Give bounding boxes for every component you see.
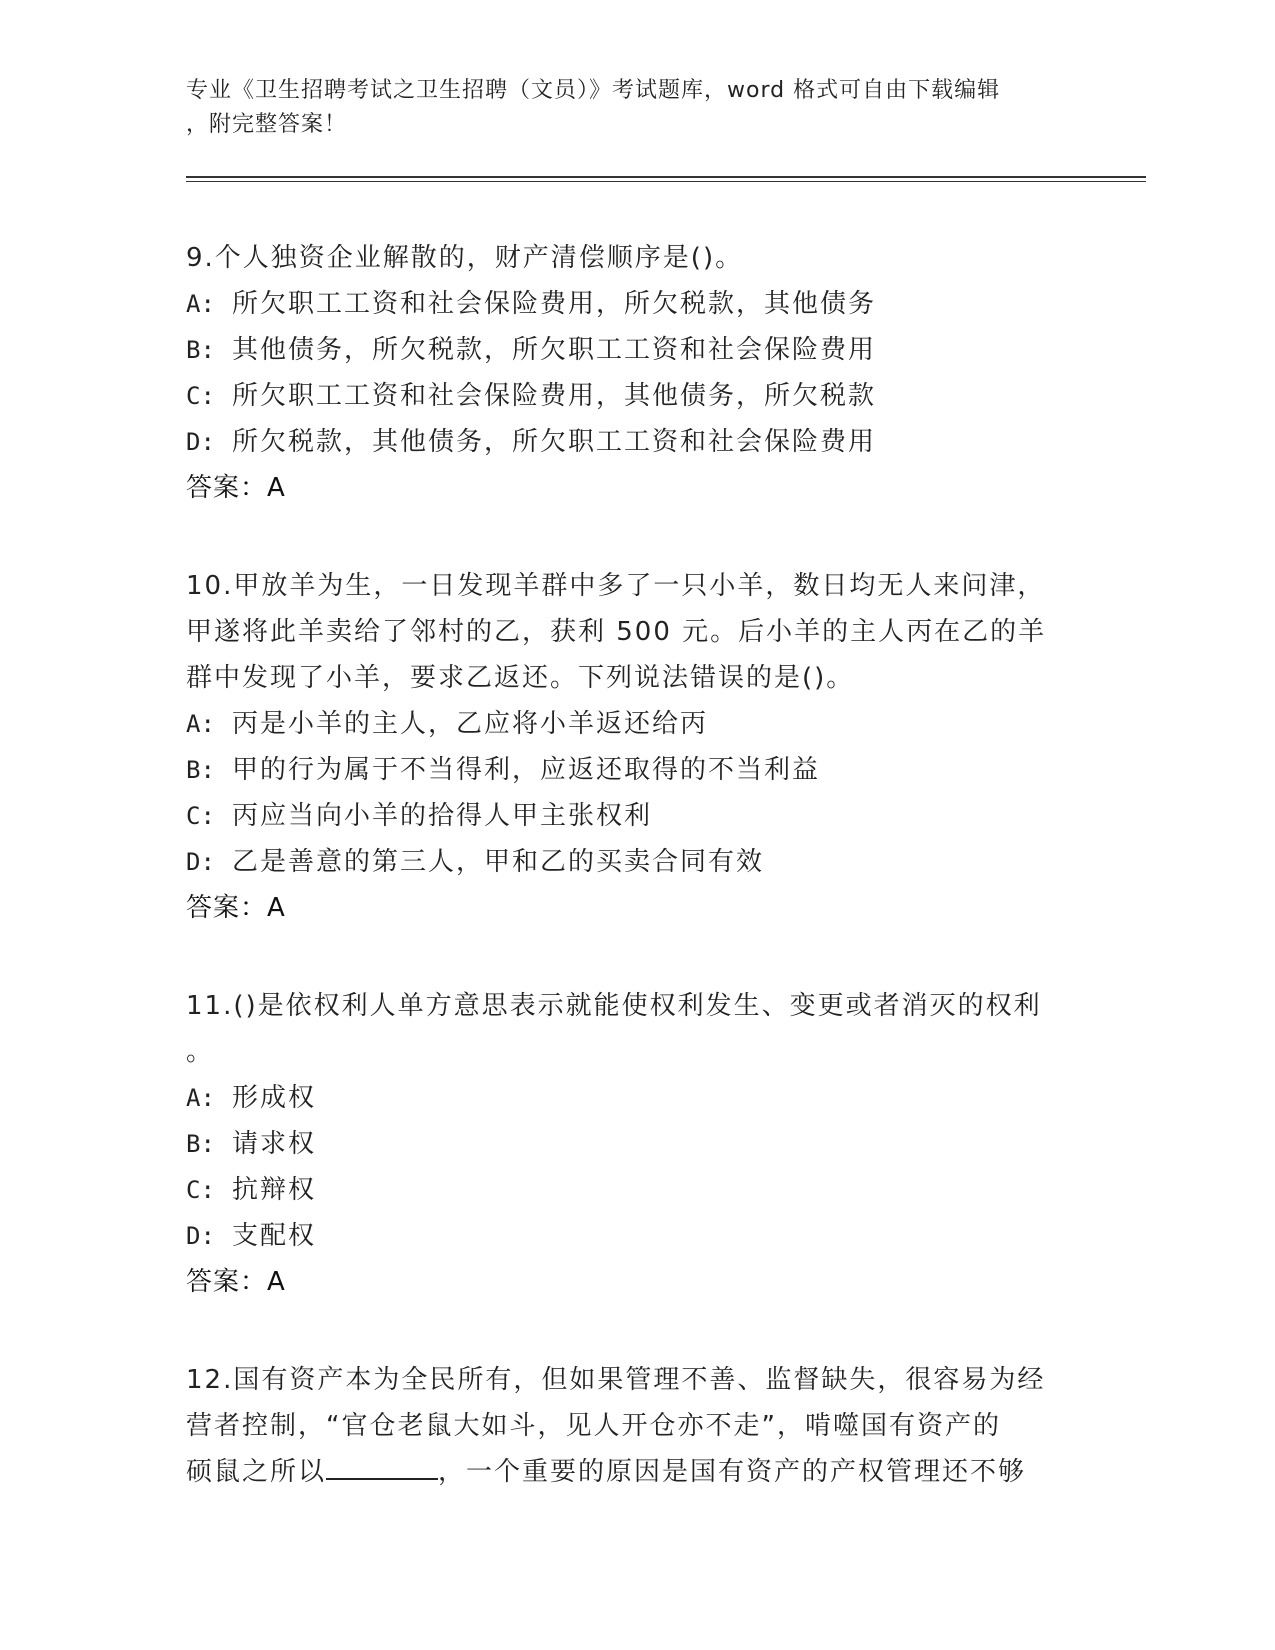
option-a bbox=[186, 1075, 1086, 1121]
option-key: A: bbox=[186, 290, 215, 318]
question-10 bbox=[186, 563, 1086, 931]
header-divider-thick bbox=[186, 176, 1146, 178]
option-b bbox=[186, 327, 1086, 373]
option-key: C: bbox=[186, 382, 215, 410]
option-text: 请求权 bbox=[232, 1129, 317, 1159]
question-text-line-2: 。 bbox=[186, 1037, 215, 1067]
option-a bbox=[186, 701, 1086, 747]
question-text-line-1: 12.国有资产本为全民所有，但如果管理不善、监督缺失，很容易为经 bbox=[186, 1365, 1046, 1395]
option-key: D: bbox=[186, 1222, 215, 1250]
option-text: 丙应当向小羊的拾得人甲主张权利 bbox=[232, 801, 653, 831]
question-text-line-1: 11.()是依权利人单方意思表示就能使权利发生、变更或者消灭的权利 bbox=[186, 991, 1042, 1021]
option-key: C: bbox=[186, 1176, 215, 1204]
header-line-2: ，附完整答案！ bbox=[186, 112, 348, 137]
option-text: 所欠税款，其他债务，所欠职工工资和社会保险费用 bbox=[232, 427, 877, 457]
question-text-line-2: 甲遂将此羊卖给了邻村的乙，获利 500 元。后小羊的主人丙在乙的羊 bbox=[186, 617, 1047, 647]
question-list bbox=[186, 235, 1086, 1495]
option-a bbox=[186, 281, 1086, 327]
option-c bbox=[186, 1167, 1086, 1213]
option-key: B: bbox=[186, 1130, 215, 1158]
question-text: 9.个人独资企业解散的，财产清偿顺序是()。 bbox=[186, 243, 744, 273]
option-text: 丙是小羊的主人，乙应将小羊返还给丙 bbox=[232, 709, 709, 739]
fill-in-blank bbox=[326, 1452, 438, 1480]
option-b bbox=[186, 1121, 1086, 1167]
option-text: 支配权 bbox=[232, 1221, 317, 1251]
option-d bbox=[186, 1213, 1086, 1259]
question-9 bbox=[186, 235, 1086, 511]
option-key: B: bbox=[186, 336, 215, 364]
text-after-blank: ，一个重要的原因是国有资产的产权管理还不够 bbox=[438, 1457, 1027, 1487]
text-before-blank: 硕鼠之所以 bbox=[186, 1457, 327, 1487]
option-c bbox=[186, 373, 1086, 419]
option-d bbox=[186, 839, 1086, 885]
question-text-line-3 bbox=[186, 1449, 1086, 1495]
document-header bbox=[186, 74, 1086, 142]
option-text: 甲的行为属于不当得利，应返还取得的不当利益 bbox=[232, 755, 821, 785]
option-key: C: bbox=[186, 802, 215, 830]
question-text-line-3: 群中发现了小羊，要求乙返还。下列说法错误的是()。 bbox=[186, 663, 855, 693]
question-text-line-2: 营者控制，“官仓老鼠大如斗，见人开仓亦不走”，啃噬国有资产的 bbox=[186, 1411, 1001, 1441]
option-d bbox=[186, 419, 1086, 465]
header-divider-thin bbox=[186, 181, 1146, 182]
option-text: 所欠职工工资和社会保险费用，其他债务，所欠税款 bbox=[232, 381, 877, 411]
answer: 答案：A bbox=[186, 473, 286, 503]
answer: 答案：A bbox=[186, 893, 286, 923]
option-text: 其他债务，所欠税款，所欠职工工资和社会保险费用 bbox=[232, 335, 877, 365]
option-key: D: bbox=[186, 848, 215, 876]
option-key: D: bbox=[186, 428, 215, 456]
option-text: 乙是善意的第三人，甲和乙的买卖合同有效 bbox=[232, 847, 765, 877]
option-key: B: bbox=[186, 756, 215, 784]
option-text: 形成权 bbox=[232, 1083, 317, 1113]
question-11 bbox=[186, 983, 1086, 1305]
option-text: 所欠职工工资和社会保险费用，所欠税款，其他债务 bbox=[232, 289, 877, 319]
option-c bbox=[186, 793, 1086, 839]
option-key: A: bbox=[186, 710, 215, 738]
option-b bbox=[186, 747, 1086, 793]
answer: 答案：A bbox=[186, 1267, 286, 1297]
question-12 bbox=[186, 1357, 1086, 1495]
option-text: 抗辩权 bbox=[232, 1175, 317, 1205]
header-line-1: 专业《卫生招聘考试之卫生招聘（文员）》考试题库，word 格式可自由下载编辑 bbox=[186, 78, 1001, 103]
option-key: A: bbox=[186, 1084, 215, 1112]
question-text-line-1: 10.甲放羊为生，一日发现羊群中多了一只小羊，数日均无人来问津， bbox=[186, 571, 1046, 601]
